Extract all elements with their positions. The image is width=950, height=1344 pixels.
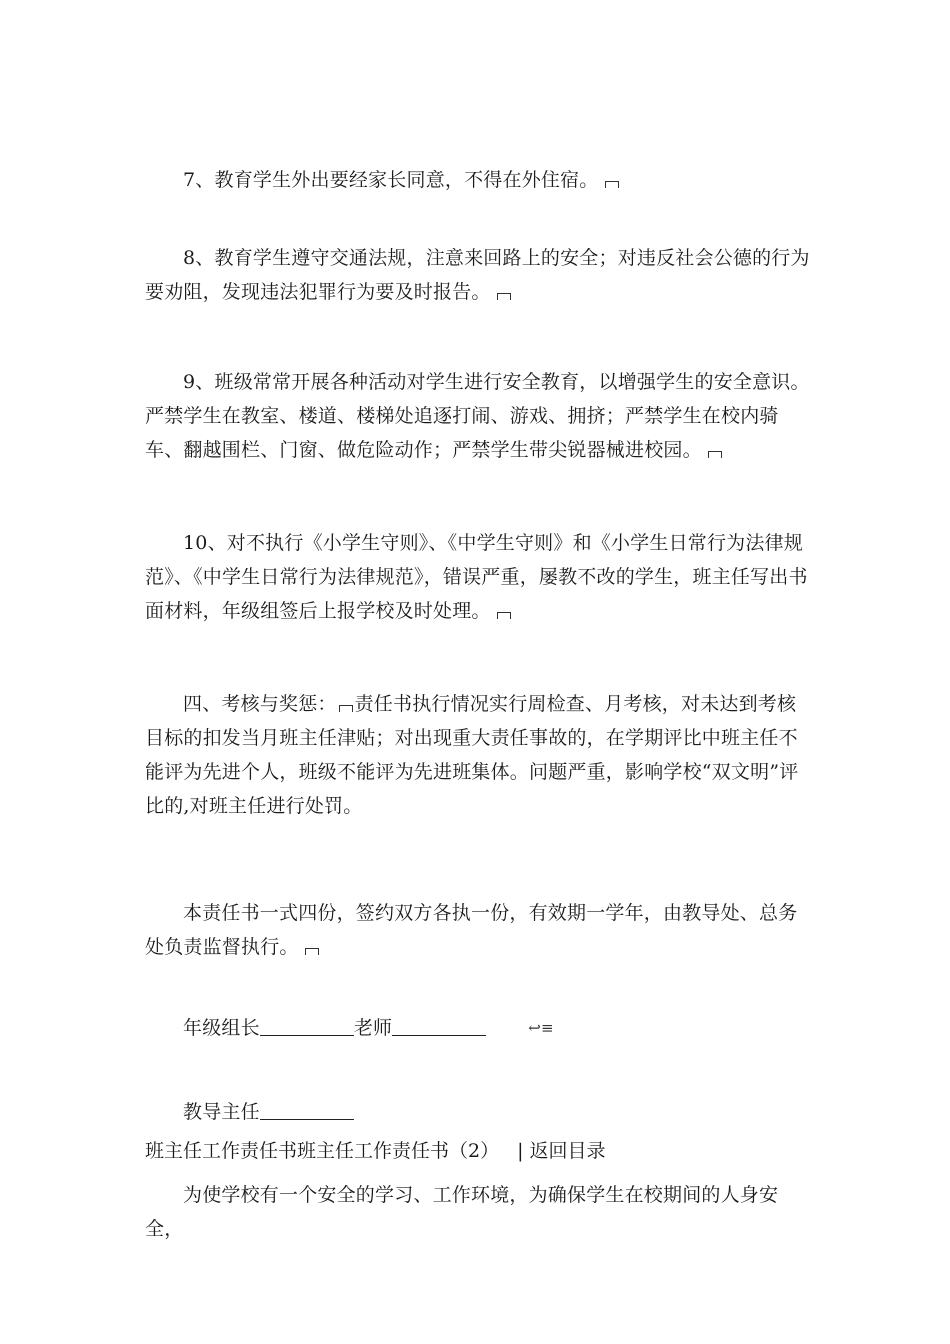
teacher-blank — [392, 1017, 486, 1036]
paragraph-assessment — [145, 687, 810, 823]
paragraph-mark-icon — [497, 293, 511, 300]
grade-leader-label: 年级组长 — [183, 1017, 260, 1039]
paragraph-text: 8、教育学生遵守交通法规，注意来回路上的安全；对违反社会公德的行为要劝阻，发现违法犯罪行为要及时报告。 — [145, 247, 810, 303]
paragraph-mark-icon — [497, 612, 511, 619]
paragraph-text: 本责任书一式四份，签约双方各执一份，有效期一学年，由教导处、总务处负责监督执行。 — [145, 902, 798, 958]
back-to-toc-link[interactable]: | 返回目录 — [517, 1140, 606, 1162]
teacher-label: 老师 — [353, 1017, 393, 1039]
paragraph-mark-icon — [339, 705, 353, 712]
paragraph-mark-icon — [605, 181, 619, 188]
paragraph-mark-icon — [305, 948, 319, 955]
paragraph-item-9 — [145, 365, 810, 467]
paragraph-text: 7、教育学生外出要经家长同意，不得在外住宿。 — [183, 169, 599, 191]
section-heading: 四、考核与奖惩： — [183, 693, 337, 715]
dean-blank — [260, 1101, 354, 1120]
next-section-heading — [145, 1134, 845, 1168]
paragraph-copies — [145, 896, 810, 964]
line-break-icon: ↩≡ — [528, 1019, 554, 1037]
paragraph-text: 责任书执行情况实行周检查、月考核，对未达到考核目标的扣发当月班主任津贴；对出现重大责任事故的，在学期评比中班主任不能评为先进个人，班级不能评为先进班集体。问题严重，影响学校“双文明”评比的,对班主任进行处罚。 — [145, 693, 799, 817]
signature-line-1 — [145, 1011, 810, 1045]
paragraph-item-7 — [145, 163, 810, 197]
paragraph-item-10 — [145, 526, 810, 628]
paragraph-item-8 — [145, 241, 810, 309]
dean-label: 教导主任 — [183, 1101, 260, 1123]
section-title: 班主任工作责任书班主任工作责任书（2） — [145, 1140, 500, 1162]
paragraph-text: 9、班级常常开展各种活动对学生进行安全教育，以增强学生的安全意识。严禁学生在教室、楼道、楼梯处追逐打闹、游戏、拥挤；严禁学生在校内骑车、翻越围栏、门窗、做危险动作；严禁学生带尖锐器械进校园。 — [145, 371, 810, 461]
next-section-intro — [145, 1178, 810, 1246]
signature-line-2 — [145, 1095, 810, 1129]
grade-leader-blank — [260, 1017, 354, 1036]
paragraph-mark-icon — [708, 451, 722, 458]
paragraph-text: 10、对不执行《小学生守则》、《中学生守则》和《小学生日常行为法律规范》、《中学生日常行为法律规范》，错误严重，屡教不改的学生，班主任写出书面材料，年级组签后上报学校及时处理。 — [145, 532, 808, 622]
paragraph-text: 为使学校有一个安全的学习、工作环境，为确保学生在校期间的人身安全， — [145, 1184, 779, 1240]
